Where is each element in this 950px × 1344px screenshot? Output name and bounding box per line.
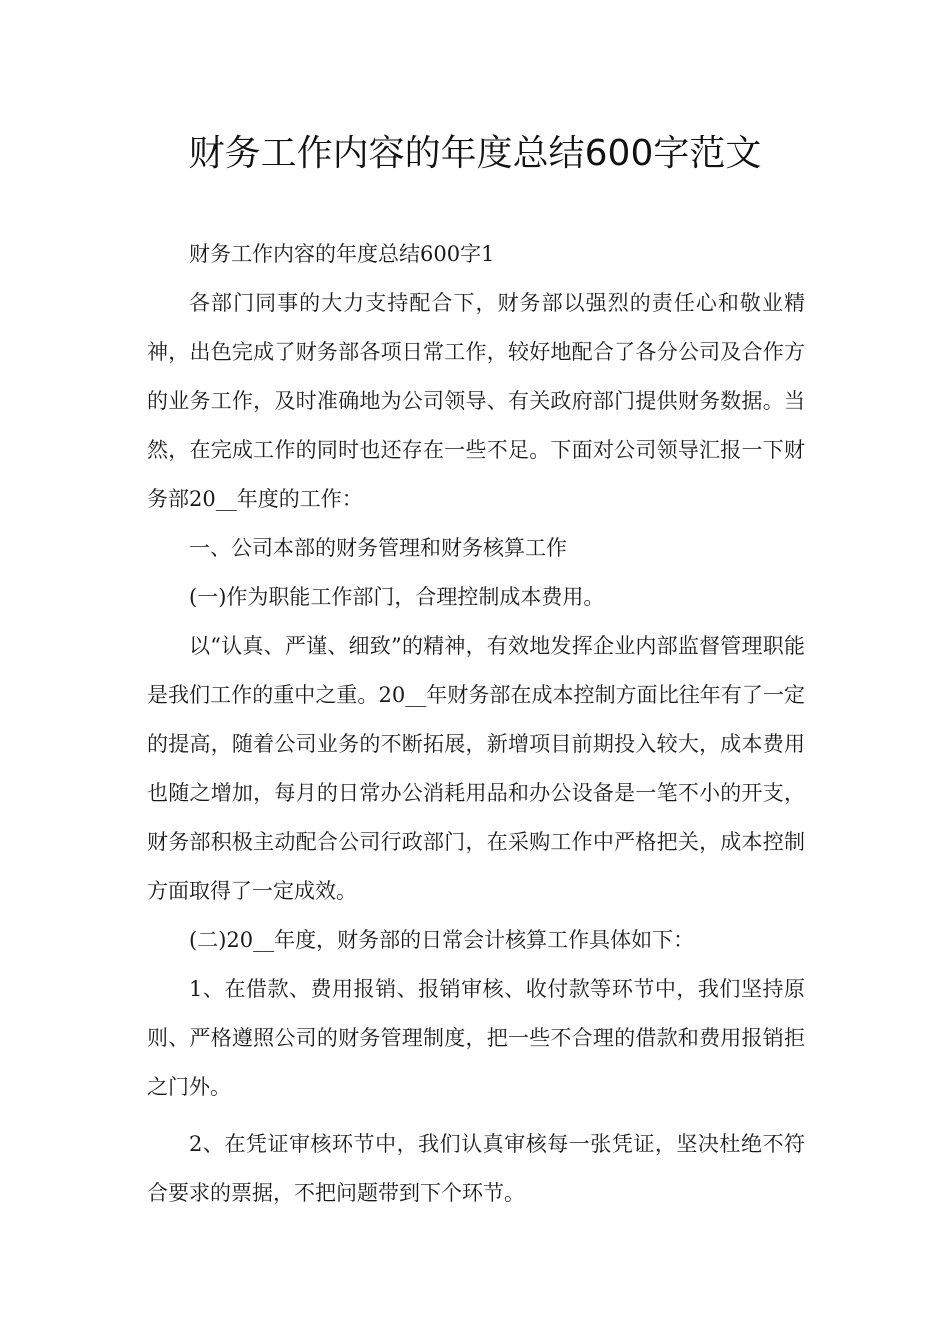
list-item-2: 2、在凭证审核环节中，我们认真审核每一张凭证，坚决杜绝不符合要求的票据，不把问题带到下个环节。	[147, 1132, 805, 1205]
section-heading: 财务工作内容的年度总结600字1	[189, 242, 495, 266]
list-item-1: 1、在借款、费用报销、报销审核、收付款等环节中，我们坚持原则、严格遵照公司的财务管理制度，把一些不合理的借款和费用报销拒之门外。	[147, 977, 805, 1099]
intro-paragraph: 各部门同事的大力支持配合下，财务部以强烈的责任心和敬业精神，出色完成了财务部各项日常工作，较好地配合了各分公司及合作方的业务工作，及时准确地为公司领导、有关政府部门提供财务数据。当然，在完成工作的同时也还存在一些不足。下面对公司领导汇报一下财务部20__年度的工作：	[147, 291, 805, 511]
subsection-heading-2: (二)20__年度，财务部的日常会计核算工作具体如下：	[189, 928, 695, 952]
document-title: 财务工作内容的年度总结600字范文	[188, 133, 762, 174]
cost-control-paragraph: 以“认真、严谨、细致”的精神，有效地发挥企业内部监督管理职能是我们工作的重中之重。20__年财务部在成本控制方面比往年有了一定的提高，随着公司业务的不断拓展，新增项目前期投入较大，成本费用也随之增加，每月的日常办公消耗用品和办公设备是一笔不小的开支，财务部积极主动配合公司行政部门，在采购工作中严格把关，成本控制方面取得了一定成效。	[147, 634, 805, 903]
subsection-heading-1: (一)作为职能工作部门，合理控制成本费用。	[189, 585, 605, 609]
section-heading-1: 一、公司本部的财务管理和财务核算工作	[189, 536, 567, 560]
document-body	[147, 230, 805, 1218]
